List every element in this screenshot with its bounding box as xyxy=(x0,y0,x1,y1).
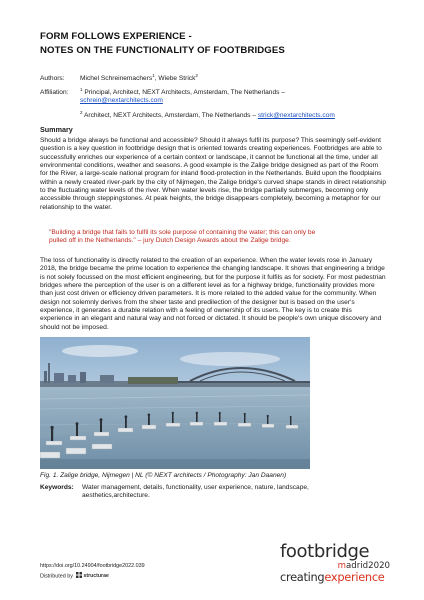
bridge-photo-illustration xyxy=(40,337,310,469)
jury-quote: "Building a bridge that fails to fulfil its sole purpose of containing the water; this can only be pulled off in the Netherlands." – jury Dutch Design Awards about the Zalige bridge. xyxy=(49,229,316,245)
figure-caption: Fig. 1. Zalige bridge, Nijmegen | NL (© NEXT architects / Photography: Jan Daanen) xyxy=(40,472,287,479)
conference-logo xyxy=(280,543,392,587)
author-2-sup: 2 xyxy=(195,72,198,78)
summary-paragraph-2: The loss of functionality is directly related to the creation of an experience. When the water levels rose in January 2018, the bridge became the prime location to experience the changing landscape. It shows that engineering a bridge is not solely focussed on the most efficient engineering, but for the purpose it fulfils as for society. For most pedestrian bridges where the perception of the user is on a different level as for a highway bridge, functionality provides more than just cost driven or efficiency driven parameters. It is more related to the added value for the community. When design not solemnly derives from the sheer taste and predilection of the designer but is based on the user's experience, it generates a durable relation with a feeling of ownership of its users. The key is to create this experience in an elegant and natural way and not forced or dictated. It should be people's own unique discovery and should not be imposed. xyxy=(40,257,386,331)
author-2: Wiebe Strick xyxy=(158,75,196,82)
affiliation-2-sup: 2 xyxy=(80,109,83,115)
summary-paragraph-1: Should a bridge always be functional and accessible? Should it always fulfil its purpose? This seemingly self-evident question is a key question in footbridge design that is oriented towards creating experiences. Footbridges are able to successfully enriches our experience of a certain context or landscape, it cannot be functional all the time, under all environmental conditions, weather and seasons. A good example is the Zalige bridge designed as part of the Room for the River, a large-scale national program for inland flood-protection in the Netherlands. Build upon the floodplains within a newly created river-park by the city of Nijmegen, the Zalige bridge's curved shape stands in direct relationship to the fluctuating water levels of the river. When water levels rise, the bridge partially submerges, becoming only accessible through steppingstones. At peak heights, the bridge disappears completely, becoming a metaphor for our relationship to the water. xyxy=(40,137,387,211)
affiliation-2-email[interactable]: strick@nextarchitects.com xyxy=(257,111,335,119)
author-separator: , xyxy=(154,75,159,82)
distributed-by xyxy=(40,572,109,580)
author-1: Michel Schreinemachers xyxy=(80,75,153,82)
conference-logo-line-2-rest: adrid2020 xyxy=(346,561,390,571)
conference-logo-line-1: footbridge xyxy=(280,541,370,562)
title-line-1: FORM FOLLOWS EXPERIENCE - xyxy=(40,31,192,42)
affiliation-1 xyxy=(80,86,380,97)
authors-value xyxy=(80,72,380,83)
doi-link[interactable]: https://doi.org/10.24904/footbridge2022.039 xyxy=(40,563,145,569)
structurae-logo-icon xyxy=(76,572,82,580)
authors-row xyxy=(40,72,390,84)
affiliation-row xyxy=(40,86,390,123)
distributor-name: structurae xyxy=(83,573,109,579)
keywords-text: Water management, details, functionality, user experience, nature, landscape, aesthetics,architecture. xyxy=(82,484,309,500)
affiliation-1-email[interactable]: schrein@nextarchitects.com xyxy=(80,97,163,105)
conference-logo-line-3-accent: experience xyxy=(324,570,385,584)
affiliation-1-text: Principal, Architect, NEXT Architects, Amsterdam, The Netherlands – xyxy=(82,89,285,96)
title-line-2: NOTES ON THE FUNCTIONALITY OF FOOTBRIDGES xyxy=(40,44,285,56)
conference-logo-line-3-prefix: creating xyxy=(280,570,325,584)
affiliation-1-email-line xyxy=(80,97,380,105)
keywords-label: Keywords: xyxy=(40,484,74,491)
affiliation-label: Affiliation: xyxy=(40,89,69,96)
distributed-by-label: Distributed by xyxy=(40,573,73,580)
paper-title xyxy=(40,30,390,57)
conference-logo-line-2-accent: m xyxy=(337,561,347,571)
summary-heading: Summary xyxy=(40,125,73,134)
conference-logo-line-3 xyxy=(280,570,385,584)
affiliation-2-text: Architect, NEXT Architects, Amsterdam, The Netherlands – xyxy=(82,111,258,119)
affiliation-2 xyxy=(80,109,380,120)
zalige-bridge-photo xyxy=(40,337,310,469)
affiliation-1-sup: 1 xyxy=(80,86,83,92)
author-1-sup: 1 xyxy=(152,72,155,78)
authors-label: Authors: xyxy=(40,75,65,82)
affiliation-value xyxy=(80,86,380,120)
